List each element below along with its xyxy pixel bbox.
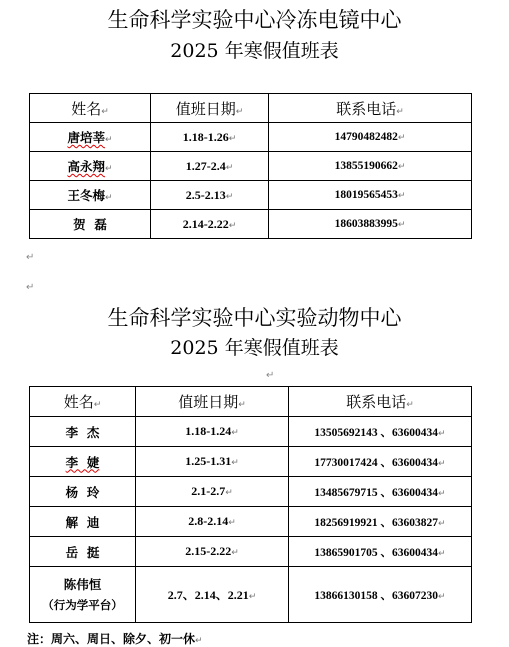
- phone-cell: 13485679715 、63600434↵: [289, 477, 472, 507]
- dates-cell: 1.18-1.24↵: [136, 417, 289, 447]
- name-cell: 李 婕: [30, 447, 136, 477]
- duty-table-cryo-em: [29, 93, 472, 239]
- phone-cell: 13865901705 、63600434↵: [289, 537, 472, 567]
- name-cell: 高永翔↵: [30, 152, 151, 181]
- dates-cell: 2.15-2.22↵: [136, 537, 289, 567]
- table-header-row: [30, 387, 472, 417]
- name-cell: 解 迪: [30, 507, 136, 537]
- header-phone: 联系电话↵: [289, 387, 472, 417]
- table-row: [30, 447, 472, 477]
- header-name: 姓名↵: [30, 387, 136, 417]
- dates-cell: 2.8-2.14↵: [136, 507, 289, 537]
- table-row: [30, 507, 472, 537]
- paragraph-mark: ↵: [26, 252, 35, 263]
- dates-cell: 1.18-1.26↵: [151, 123, 269, 152]
- name-cell: 贺 磊: [30, 210, 151, 239]
- dates-cell: 2.1-2.7↵: [136, 477, 289, 507]
- dates-cell: 2.14-2.22↵: [151, 210, 269, 239]
- phone-cell: 13505692143 、63600434↵: [289, 417, 472, 447]
- phone-cell: 13855190662↵: [269, 152, 472, 181]
- name-cell: 王冬梅↵: [30, 181, 151, 210]
- phone-cell: 13866130158 、63607230↵: [289, 567, 472, 623]
- dates-cell: 2.7、2.14、2.21↵: [136, 567, 289, 623]
- name-note: （行为学平台）: [42, 597, 123, 612]
- footer-note: 注：周六、周日、除夕、初一休↵: [27, 632, 203, 646]
- name-cell: 杨 玲: [30, 477, 136, 507]
- table-row: [30, 537, 472, 567]
- name-primary: 陈伟恒: [63, 576, 102, 592]
- phone-cell: 18603883995↵: [269, 210, 472, 239]
- table-header-row: [30, 94, 472, 123]
- paragraph-mark: ↵: [26, 282, 35, 293]
- header-dates: 值班日期↵: [136, 387, 289, 417]
- phone-cell: 17730017424 、63600434↵: [289, 447, 472, 477]
- dates-cell: 2.5-2.13↵: [151, 181, 269, 210]
- table-row: [30, 123, 472, 152]
- table-row: [30, 181, 472, 210]
- table-row: [30, 152, 472, 181]
- dates-cell: 1.25-1.31↵: [136, 447, 289, 477]
- header-phone: 联系电话↵: [269, 94, 472, 123]
- duty-table-animal-center: [29, 386, 472, 623]
- name-cell: [30, 567, 136, 623]
- table-row: [30, 477, 472, 507]
- table-row: [30, 567, 472, 623]
- name-cell: 岳 挺: [30, 537, 136, 567]
- phone-cell: 18256919921 、63603827↵: [289, 507, 472, 537]
- name-cell: 李 杰: [30, 417, 136, 447]
- section2-title: 生命科学实验中心实验动物中心: [107, 306, 402, 330]
- dates-cell: 1.27-2.4↵: [151, 152, 269, 181]
- name-cell: 唐培莘↵: [30, 123, 151, 152]
- paragraph-mark: ↵: [266, 370, 275, 381]
- section2-subtitle: 2025 年寒假值班表: [170, 337, 339, 359]
- table-row: [30, 210, 472, 239]
- header-name: 姓名↵: [30, 94, 151, 123]
- section1-title: 生命科学实验中心冷冻电镜中心: [107, 8, 402, 32]
- section1-subtitle: 2025 年寒假值班表: [170, 40, 339, 62]
- phone-cell: 14790482482↵: [269, 123, 472, 152]
- header-dates: 值班日期↵: [151, 94, 269, 123]
- phone-cell: 18019565453↵: [269, 181, 472, 210]
- table-row: [30, 417, 472, 447]
